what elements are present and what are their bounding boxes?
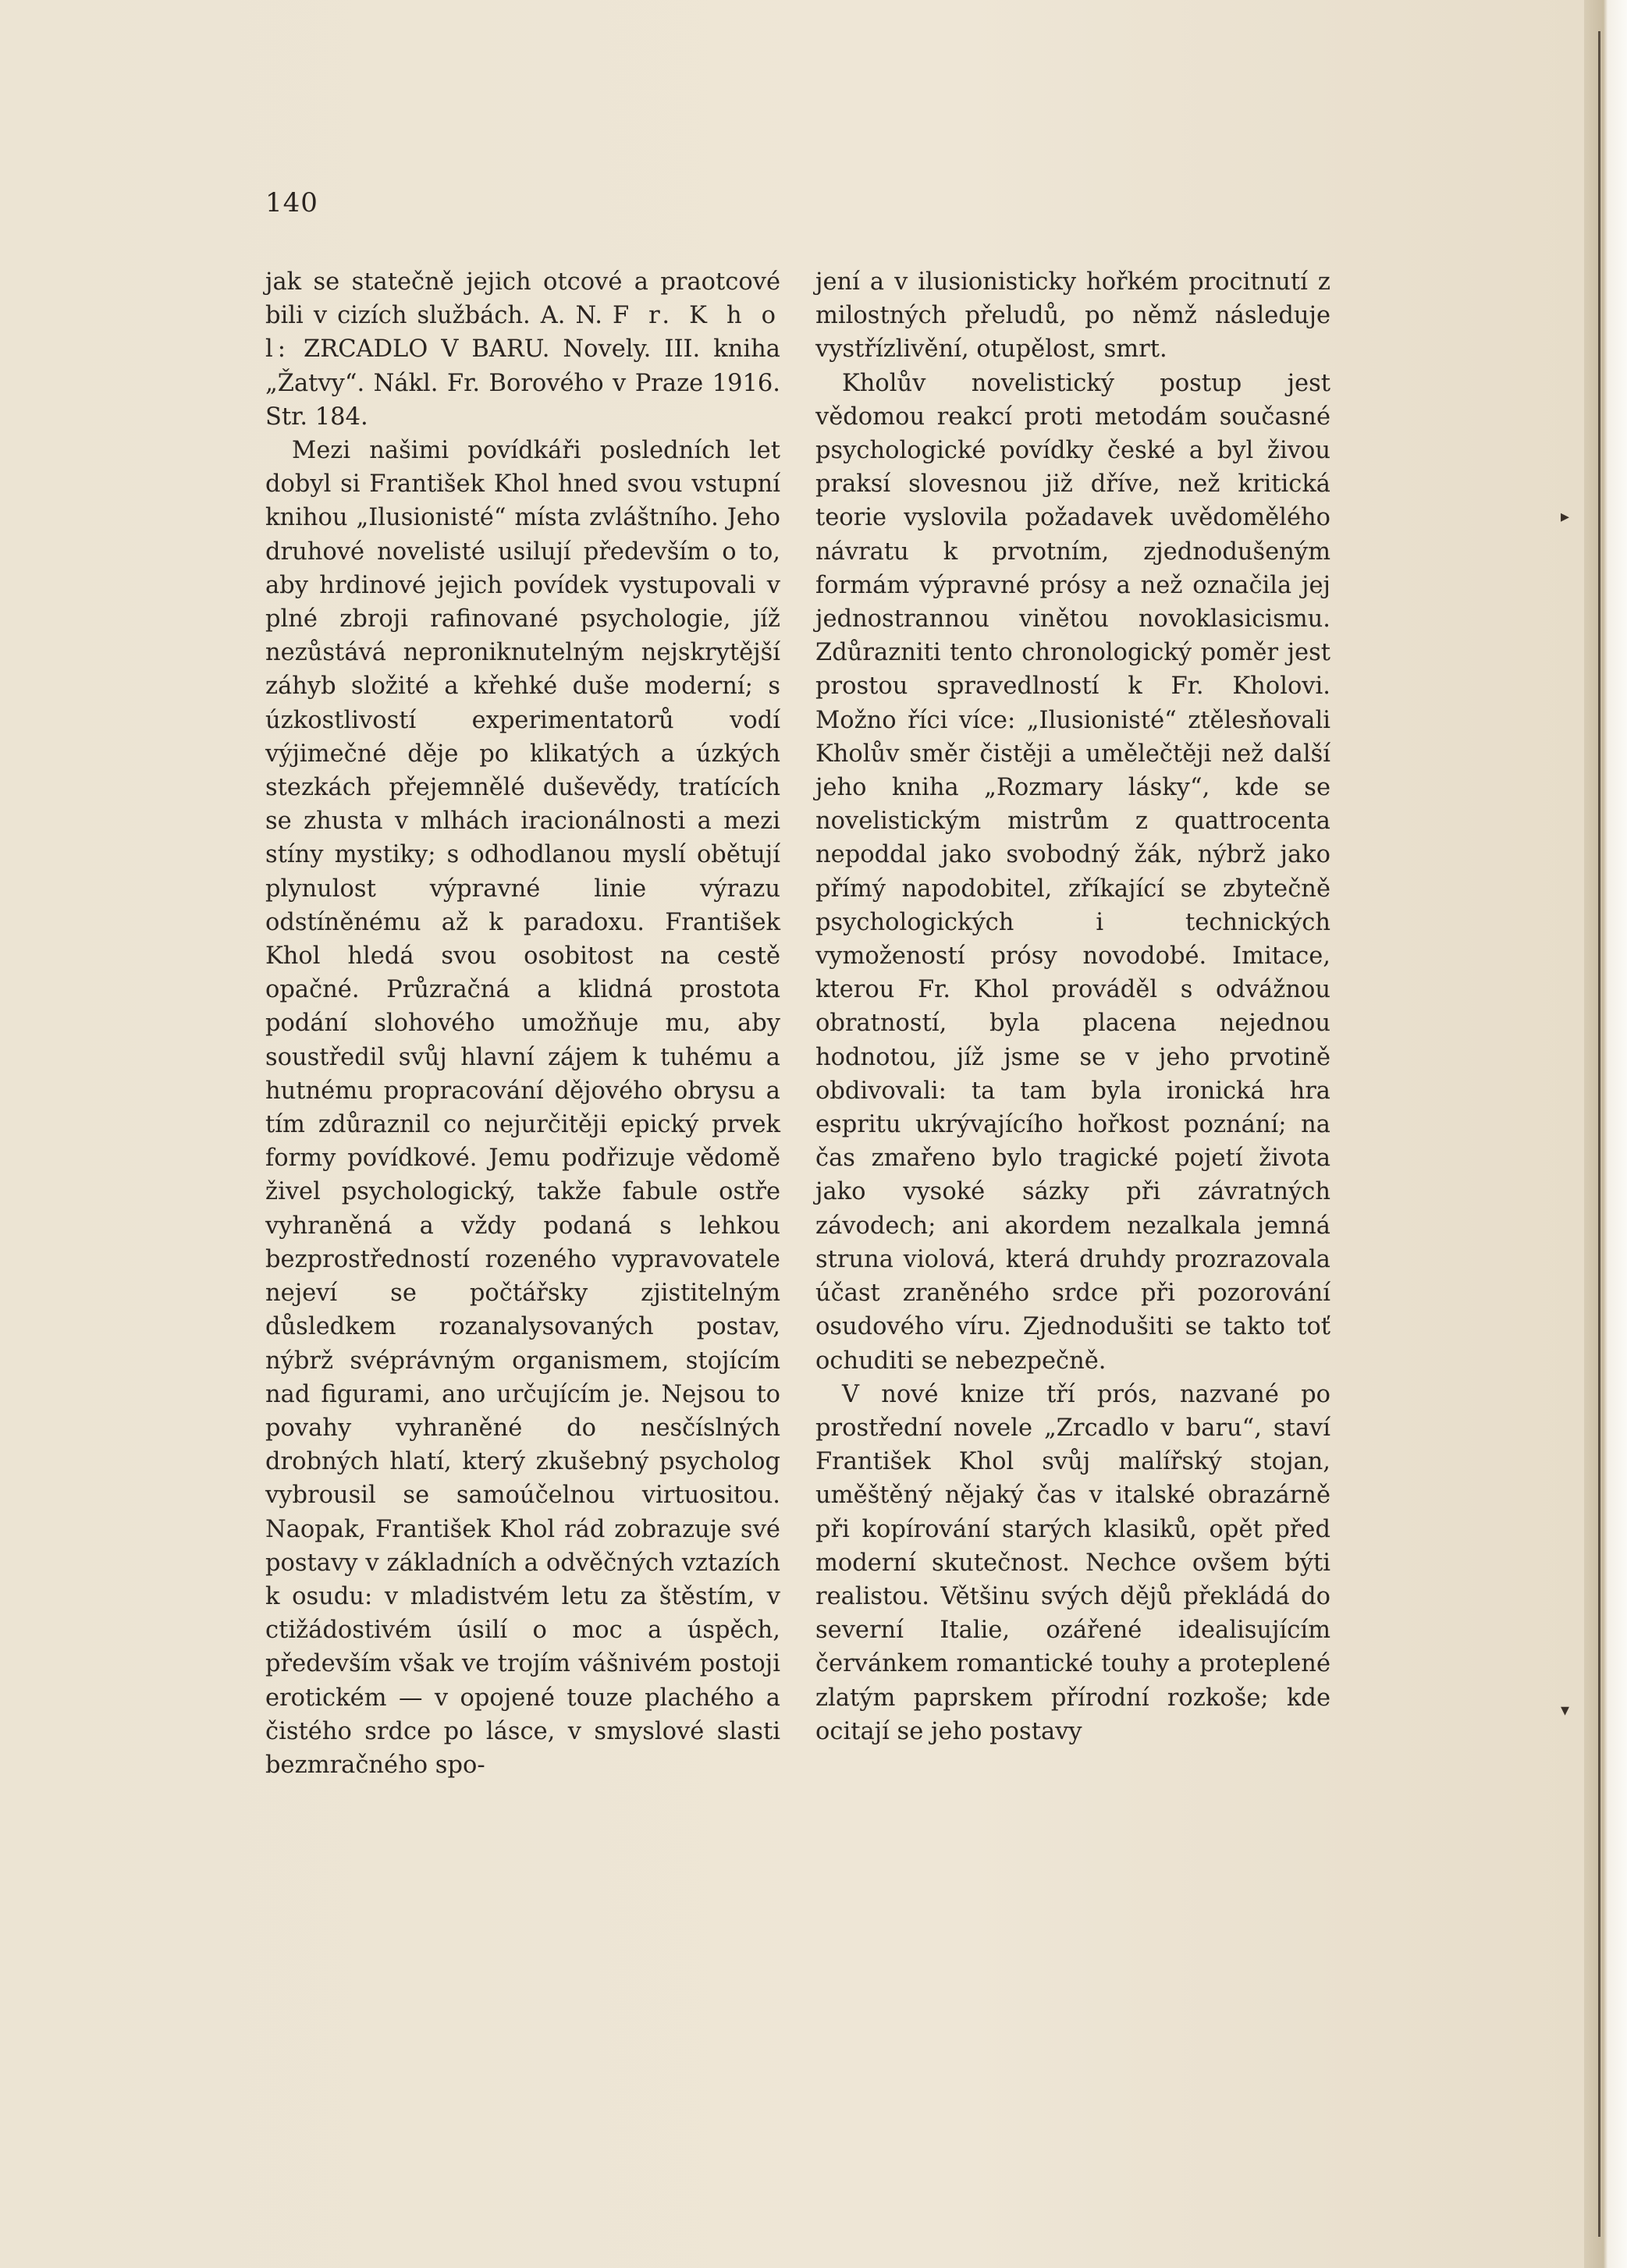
left-column bbox=[265, 265, 780, 1782]
binding-line bbox=[1598, 31, 1600, 2237]
page-edge bbox=[1584, 0, 1627, 2268]
right-column bbox=[815, 265, 1330, 1748]
body-paragraph: Mezi našimi povídkáři posledních let dobyl si František Khol hned svou vstupní knihou „Ilusionisté“ místa zvláštního. Jeho druhové novelisté usilují především o to, aby hrdinové jejich povídek vystupovali v plné zbroji rafinované psychologie, jíž nezůstává neproniknutelným nejskrytější záhyb složité a křehké duše moderní; s úzkostlivostí experimentatorů vodí výjimečné děje po klikatých a úzkých stezkách přejemnělé duševědy, tratících se zhusta v mlhách iracionálnosti a mezi stíny mystiky; s odhodlanou myslí obětují plynulost výpravné linie výrazu odstíněnému až k paradoxu. František Khol hledá svou osobitost na cestě opačné. Průzračná a klidná prostota podání slohového umožňuje mu, aby soustředil svůj hlavní zájem k tuhému a hutnému propracování dějového obrysu a tím zdůraznil co nejurčitěji epický prvek formy povídkové. Jemu podřizuje vědomě živel psychologický, takže fabule ostře vyhraněná a vždy podaná s lehkou bezprostředností rozeného vypravovatele nejeví se počtářsky zjistitelným důsledkem rozanalysovaných postav, nýbrž svéprávným organismem, stojícím nad figurami, ano určujícím je. Nejsou to povahy vyhraněné do nesčíslných drobných hlatí, který zkušebný psycholog vybrousil se samoúčelnou virtuositou. Naopak, František Khol rád zobrazuje své postavy v základních a odvěčných vztazích k osudu: v mladistvém letu za štěstím, v ctižádostivém úsilí o moc a úspěch, především však ve trojím vášnivém postoji erotickém — v opojené touze plachého a čistého srdce po lásce, v smyslové slasti bezmračného spo- bbox=[265, 437, 780, 1779]
book-citation: ZRCADLO V BARU. Novely. III. kniha „Žatvy“. Nákl. Fr. Borového v Praze 1916. Str. 184. bbox=[265, 335, 780, 431]
body-paragraph: V nové knize tří prós, nazvané po prostřední novele „Zrcadlo v baru“, staví František Khol svůj malířský stojan, uměštěný nějaký čas v italské obrazárně při kopírování starých klasiků, opět před moderní skutečnost. Nechce ovšem býti realistou. Většinu svých dějů překládá do severní Italie, ozářené idealisujícím červánkem romantické touhy a proteplené zlatým paprskem přírodní rozkoše; kde ocitají se jeho postavy bbox=[815, 1380, 1330, 1745]
review-heading-paragraph bbox=[265, 265, 780, 434]
margin-mark: ▸ bbox=[1561, 507, 1570, 527]
body-paragraph: Kholův novelistický postup jest vědomou reakcí proti metodám současné psychologické povídky české a byl živou praksí slovesnou již dříve, než kritická teorie vyslovila požadavek uvědomělého návratu k prvotním, zjednodušeným formám výpravné prósy a než označila jej jednostrannou vinětou novoklasicismu. Zdůrazniti tento chronologický poměr jest prostou spravedlností k Fr. Kholovi. Možno říci více: „Ilusionisté“ ztělesňovali Kholův směr čistěji a umělečtěji než další jeho kniha „Rozmary lásky“, kde se novelistickým mistrům z quattrocenta nepoddal jako svobodný žák, nýbrž jako přímý napodobitel, zříkající se zbytečně psychologických i technických vymožeností prósy novodobé. Imitace, kterou Fr. Khol prováděl s odvážnou obratností, byla placena nejednou hodnotou, jíž jsme se v jeho prvotině obdivovali: ta tam byla ironická hra espritu ukrývajícího hořkost poznání; na čas zmařeno bylo tragické pojetí života jako vysoké sázky při závratných závodech; ani akordem nezalkala jemná struna violová, která druhdy prozrazovala účast zraněného srdce při pozorování osudového víru. Zjednodušiti se takto toť ochuditi se nebezpečně. bbox=[815, 369, 1330, 1375]
margin-mark: ▾ bbox=[1561, 1701, 1570, 1720]
page-number: 140 bbox=[265, 187, 318, 218]
previous-review-ending: jak se statečně jejich otcové a praotcové bili v cizích službách. A. N. bbox=[265, 268, 780, 330]
body-paragraph-continued: jení a v ilusionisticky hořkém procitnutí z milostných přeludů, po němž následuje vystřízlivění, otupělost, smrt. bbox=[815, 268, 1330, 364]
reviewed-author: F r. K h o l: bbox=[265, 302, 780, 364]
